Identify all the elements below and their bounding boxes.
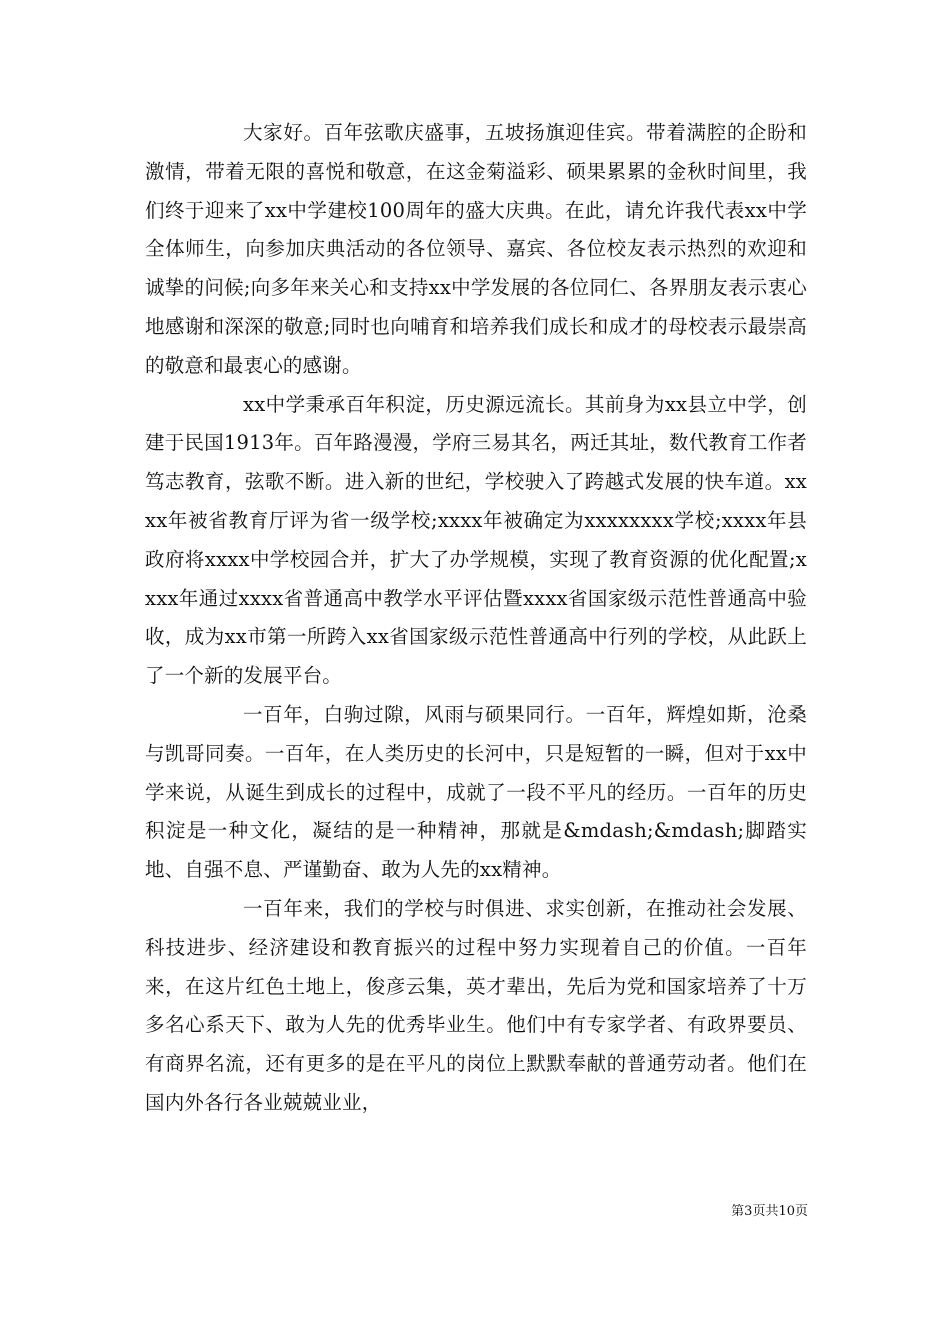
paragraph-2: xx中学秉承百年积淀，历史源远流长。其前身为xx县立中学，创建于民国1913年。百年路漫漫，学府三易其名，两迁其址，数代教育工作者笃志教育，弦歌不断。进入新的世纪，学校驶入了跨越式发展的快车道。xxxx年被省教育厅评为省一级学校;xxxx年被确定为xxxxxxxx学校;xxxx年县政府将xxxx中学校园合并，扩大了办学规模，实现了教育资源的优化配置;xxxx年通过xxxx省普通高中教学水平评估暨xxxx省国家级示范性普通高中验收，成为xx市第一所跨入xx省国家级示范性普通高中行列的学校，从此跃上了一个新的发展平台。 (145, 392, 807, 688)
paragraph-1: 大家好。百年弦歌庆盛事，五坡扬旗迎佳宾。带着满腔的企盼和激情，带着无限的喜悦和敬意，在这金菊溢彩、硕果累累的金秋时间里，我们终于迎来了xx中学建校100周年的盛大庆典。在此，请允许我代表xx中学全体师生，向参加庆典活动的各位领导、嘉宾、各位校友表示热烈的欢迎和诚挚的问候;向多年来关心和支持xx中学发展的各位同仁、各界朋友表示衷心地感谢和深深的敬意;同时也向哺育和培养我们成长和成才的母校表示最崇高的敬意和最衷心的感谢。 (145, 121, 807, 377)
document-body (145, 114, 807, 1123)
paragraph-4: 一百年来，我们的学校与时俱进、求实创新，在推动社会发展、科技进步、经济建设和教育振兴的过程中努力实现着自己的价值。一百年来，在这片红色土地上，俊彦云集，英才辈出，先后为党和国家培养了十万多名心系天下、敢为人先的优秀毕业生。他们中有专家学者、有政界要员、有商界名流，还有更多的是在平凡的岗位上默默奉献的普通劳动者。他们在国内外各行各业兢兢业业， (145, 896, 807, 1114)
paragraph-3: 一百年，白驹过隙，风雨与硕果同行。一百年，辉煌如斯，沧桑与凯哥同奏。一百年，在人类历史的长河中，只是短暂的一瞬，但对于xx中学来说，从诞生到成长的过程中，成就了一段不平凡的经历。一百年的历史积淀是一种文化，凝结的是一种精神，那就是&mdash;&mdash;脚踏实地、自强不息、严谨勤奋、敢为人先的xx精神。 (145, 702, 807, 882)
page-number-footer: 第3页共10页 (731, 1204, 808, 1219)
